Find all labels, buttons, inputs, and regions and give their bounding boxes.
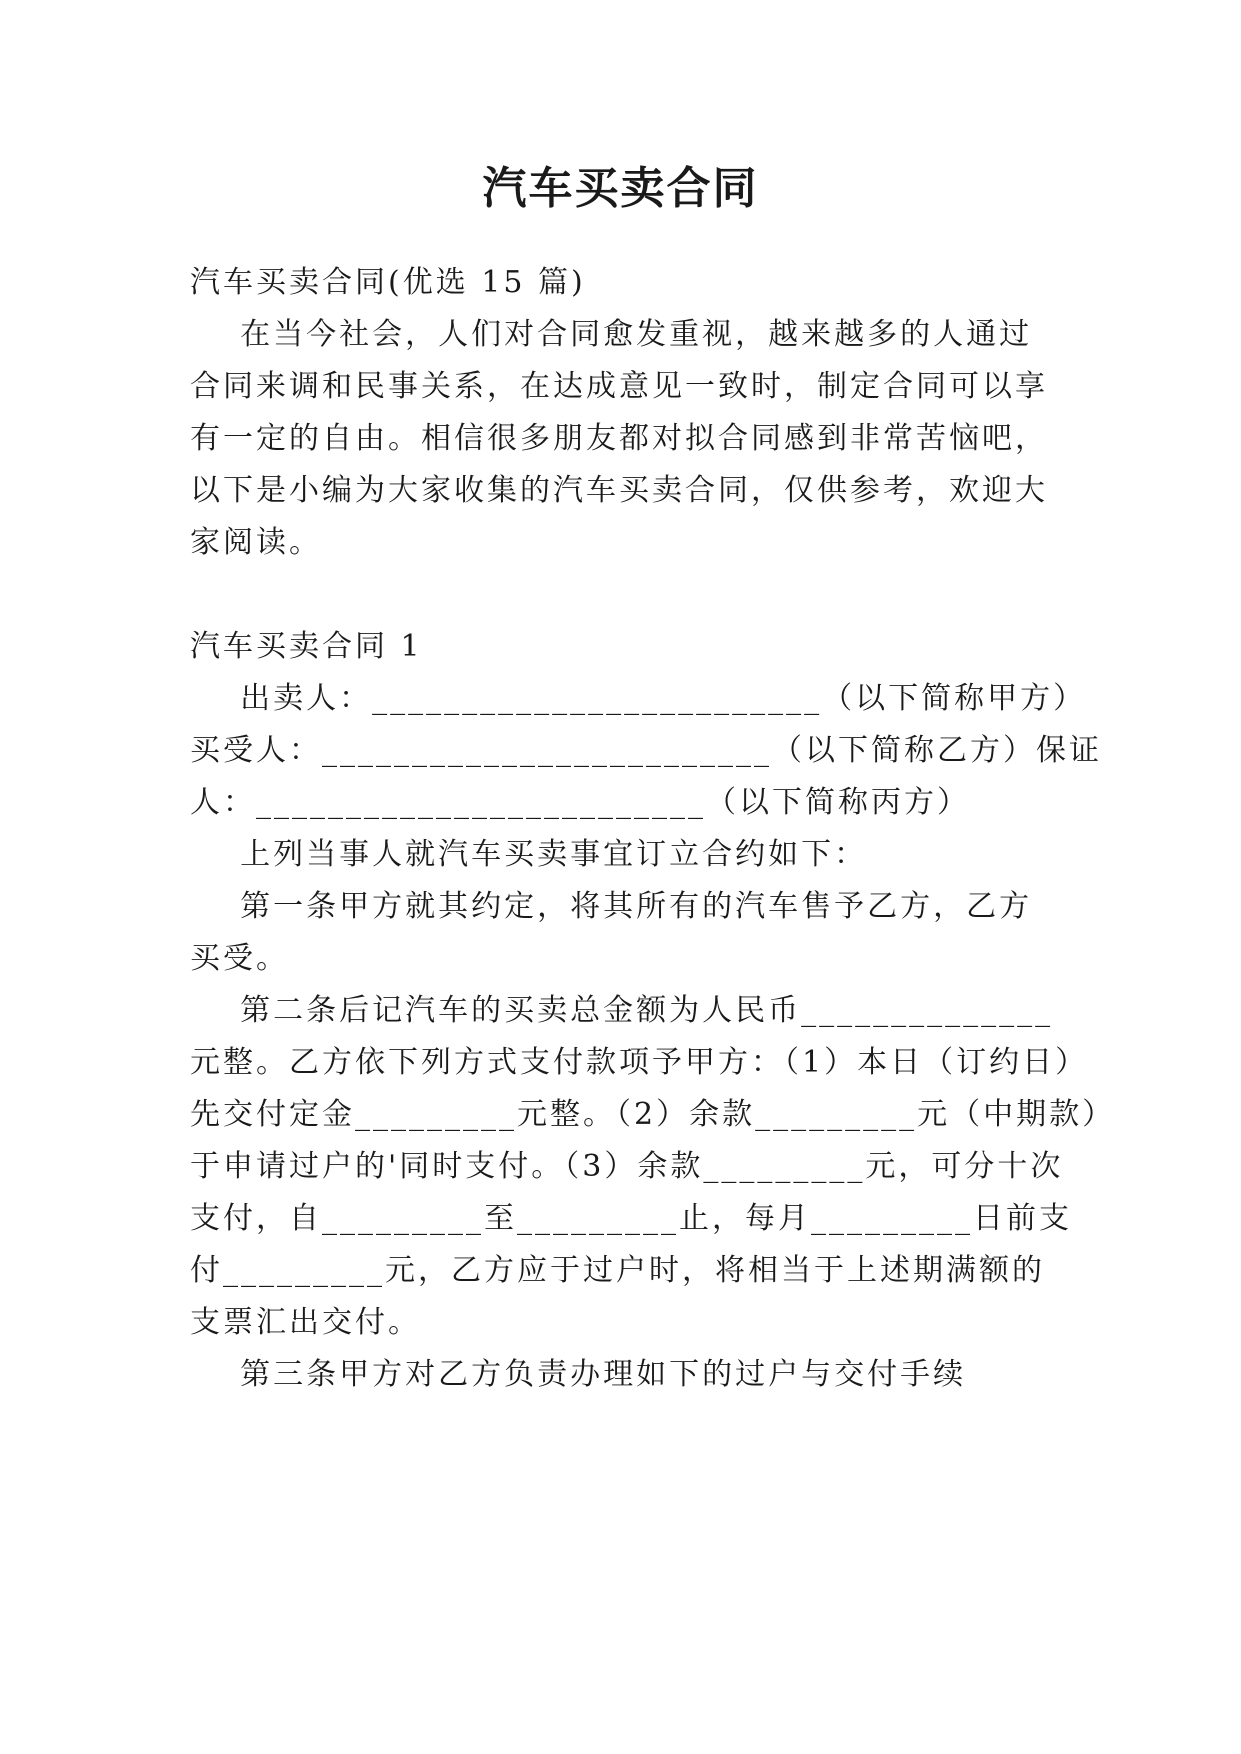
document-subtitle: 汽车买卖合同(优选 15 篇): [190, 265, 586, 300]
contract-line: 先交付定金_________元整。（2）余款_________元（中期款）: [190, 1097, 1116, 1132]
intro-line: 家阅读。: [190, 525, 322, 560]
contract-line: 支票汇出交付。: [190, 1305, 421, 1340]
contract-line: 付_________元，乙方应于过户时，将相当于上述期满额的: [190, 1253, 1045, 1288]
contract-line: 第一条甲方就其约定，将其所有的汽车售予乙方，乙方: [190, 889, 1033, 924]
contract-line: 出卖人：_________________________（以下简称甲方）: [190, 681, 1087, 716]
contract-line: 于申请过户的'同时支付。（3）余款_________元，可分十次: [190, 1149, 1064, 1184]
contract-line: 上列当事人就汽车买卖事宜订立合约如下：: [190, 837, 868, 872]
contract-line: 元整。乙方依下列方式支付款项予甲方：（1）本日（订约日）: [190, 1045, 1089, 1080]
contract-line: 买受人：_________________________（以下简称乙方）保证: [190, 733, 1102, 768]
intro-line: 有一定的自由。相信很多朋友都对拟合同感到非常苦恼吧，: [190, 421, 1048, 456]
intro-line: 以下是小编为大家收集的汽车买卖合同，仅供参考，欢迎大: [190, 473, 1048, 508]
contract-line: 人：_________________________（以下简称丙方）: [190, 785, 970, 820]
section-heading: 汽车买卖合同 1: [190, 629, 423, 664]
contract-line: 支付，自_________至_________止，每月_________日前支: [190, 1201, 1072, 1236]
contract-line: 第二条后记汽车的买卖总金额为人民币______________: [190, 993, 1054, 1028]
contract-line: 第三条甲方对乙方负责办理如下的过户与交付手续: [190, 1357, 967, 1392]
intro-line: 在当今社会，人们对合同愈发重视，越来越多的人通过: [190, 317, 1033, 352]
contract-line: 买受。: [190, 941, 289, 976]
document-title: 汽车买卖合同: [482, 163, 759, 214]
intro-line: 合同来调和民事关系，在达成意见一致时，制定合同可以享: [190, 369, 1048, 404]
